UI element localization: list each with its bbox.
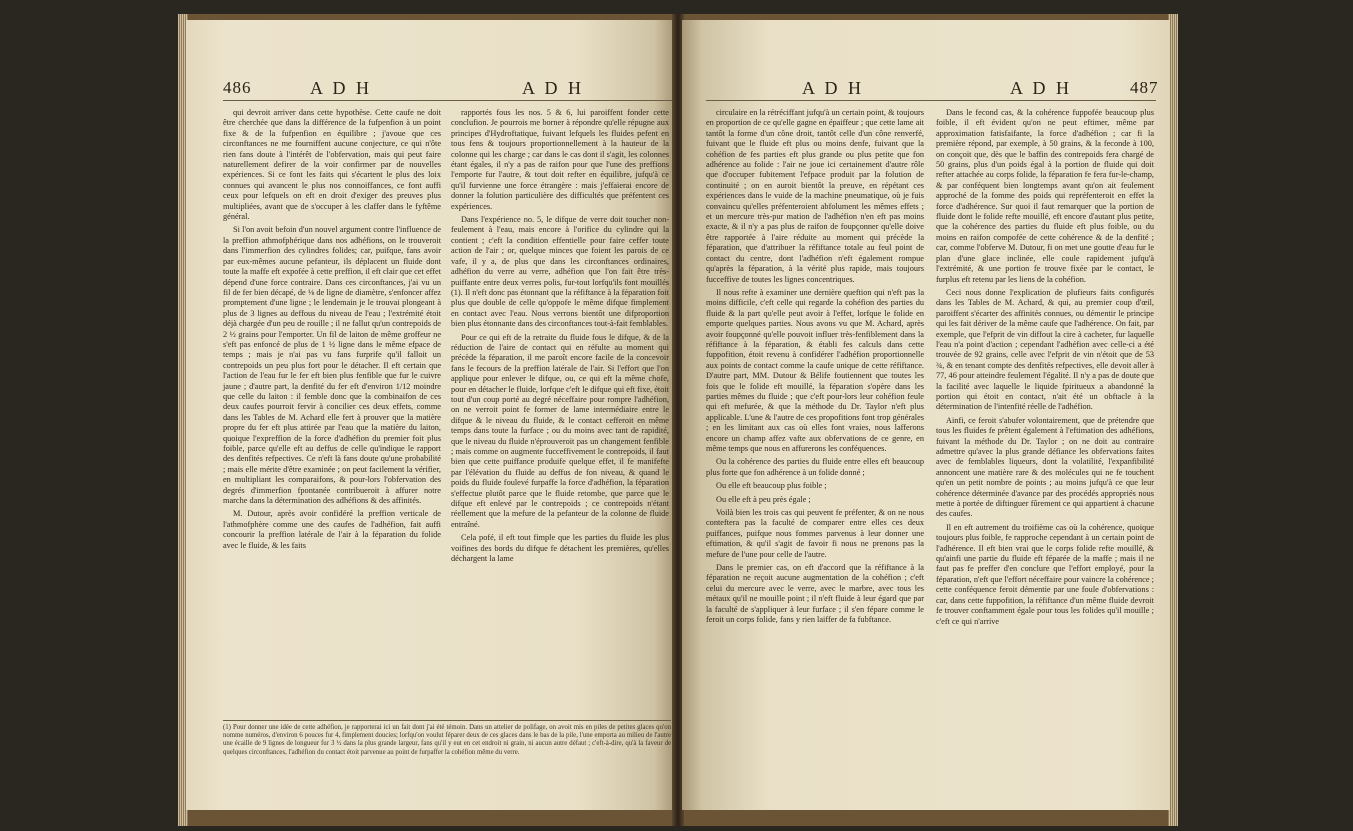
paragraph: Il en eft autrement du troifième cas où la cohérence, quoique toujours plus foible, fe rapproche cependant à un certain point de l'adhérence. Il eft bien vrai que le corps folide refte mouillé, & qu'ainfi une partie du fluide eft féparée de la maffe ; mais il ne faut pas fe preffer d'en conclure que l'effort employé, pour la féparation, n'eft que l'effort néceffaire pour vaincre la cohérence ; cette conféquence feroit démentie par une foule d'obfervations : car, dans cette fuppofition, la réfiftance d'un même fluide devroit fe trouver conftamment égale pour tous les folides qu'il mouille ; c'eft ce qui n'arrive xyxy=(936,522,1154,626)
paragraph: circulaire en la rétréciffant jufqu'à un certain point, & toujours en proportion de ce qu'elle gagne en épaiffeur ; que cette lame ait tantôt la forme d'un cône droit, tantôt celle d'un cône renverfé, fuivant que le fluide eft plus ou moins denfe, fuivant que la cohéfion de fes parties eft plus grande ou plus petite que fon adhérence au folide : l'air ne joue ici certainement d'autre rôle que d'occuper fubitement l'efpace produit par la folution de continuité ; on en auroit bientôt la preuve, en répétant ces expériences dans le vuide de la machine pneumatique, où je fuis convaincu qu'elles préfenteroient abfolument les mêmes effets ; et un mercure très-pur mation de l'adhéfion n'en eft pas moins exacte, & il n'y a pas plus de raifon de foupçonner qu'elle doive être rapportée à l'aire réduite au moment qui précède la féparation, que d'attribuer la réfiftance totale au feul point de contact du centre, dont l'adhéfion n'eft également rompue qu'après la féparation, à la vérité plus rapide, mais toujours fucceffive de toutes les lignes concentriques. xyxy=(706,108,924,284)
paragraph: Ou elle eft beaucoup plus foible ; xyxy=(716,481,827,491)
footnote: (1) Pour donner une idée de cette adhéfion, je rapporterai ici un fait dont j'ai été témoin. Dans un attelier de polifage, on avoit mis en piles de petites glaces qu'on nomme numéros, d'environ 6 pouces fur 4, fimplement doucies; lorfqu'on voulut féparer deux de ces glaces dans le bas de la pile, l'une emporta au milieu de l'autre une écaille de 9 lignes de longueur fur 3 ½ dans la plus grande largeur, fans qu'il y eut en cet endroit ni grain, ni aucun autre défaut ; c'eft-à-dire, qu'à la faveur de quelques circonftances, l'adhéfion du contact étoit parvenue au point de furpaffer la cohéfion même du verre. xyxy=(223,720,671,757)
page-number: 486 xyxy=(223,78,252,97)
running-head-left: A D H xyxy=(802,78,865,98)
paragraph: Dans le fecond cas, & la cohérence fuppofée beaucoup plus foible, il eft évident qu'on ne peut eftimer, même par approximation fatisfaifante, la force d'adhéfion ; car fi la première répond, par exemple, à 50 grains, & la feconde à 100, on conçoit que, dès que le baffin des contrepoids fera chargé de 50 grains, plus d'un poids égal à la portion de fluide qui doit refter attachée au corps folide, la féparation fe fera fur-le-champ, & par conféquent bien longtemps avant qu'on ait feulement approché de la fomme des poids qui repréfenteroit en effet la force d'adhérence. Sur quoi il faut remarquer que la portion de fluide dont le folide refte mouillé, eft encore d'autant plus petite, que la cohérence des parties du fluide eft plus foible, ou du moins en raifon compofée de cette cohérence & de la denfité ; car, comme l'obferve M. Dutour, fi on met une goutte d'eau fur le plan d'une glace inclinée, elle coule rapidement jufqu'à l'extrémité, & une portion fe trouve fixée par le contact, le furplus eft retenu par les liens de la cohéfion. xyxy=(936,108,1154,284)
left-page xyxy=(186,20,674,810)
running-head-right: A D H xyxy=(522,78,585,98)
right-page-column-1 xyxy=(706,108,924,626)
running-head-left: A D H xyxy=(310,78,373,98)
paragraph: Dans l'expérience no. 5, le difque de verre doit toucher non-feulement à l'eau, mais encore à l'orifice du cylindre qui la contient ; c'eft la condition effentielle pour faire ceffer toute action de l'air ; or, quelque minces que foient les parois de ce vafe, il y a, de plus que dans les circonftances ordinaires, adhéfion du verre au verre, adhéfion que l'on fait être très-puiffante entre deux verres polis, fur-tout lorfqu'ils font mouillés (1). Il n'eft donc pas étonnant que la réfiftance à la féparation foit plus que double de celle qu'oppofe le même difque fimplement en contact avec l'eau. Nous verrons bientôt une difproportion bien plus étonnante dans des circonftances tout-à-fait femblables. xyxy=(451,215,669,329)
header-rule xyxy=(223,100,673,101)
paragraph: M. Dutour, après avoir confidéré la preffion verticale de l'athmofphère comme une des caufes de l'adhéfion, fait auffi concourir la preffion latérale de l'air à la féparation du folide avec le fluide, & les faits xyxy=(223,509,441,550)
paragraph: Ceci nous donne l'explication de plufieurs faits configurés dans les Tables de M. Achard, & qui, au premier coup d'œil, paroiffent s'écarter des affinités connues, ou démentir le principe qui les fait dériver de la même caufe que l'adhérence. On fait, par exemple, que l'efprit de vin diffout la cire à cacheter, fur laquelle l'eau n'a point d'action ; cependant l'adhéfion avec celle-ci a été trouvée de 92 grains, celle avec l'efprit de vin n'étoit que de 53 ¾, & en tenant compte des denfités refpectives, elle devoit aller à 77, 46 pour atteindre feulement l'égalité. Il n'y a pas de doute que la facilité avec laquelle le liquide fpiritueux a abandonné la portion qui étoit en contact, n'ait été un obftacle à la détermination de l'intenfité réelle de l'adhéfion. xyxy=(936,287,1154,412)
open-book xyxy=(178,14,1178,826)
paragraph: Dans le premier cas, on eft d'accord que la réfiftance à la féparation ne reçoit aucune augmentation de la cohéfion ; c'eft celui du mercure avec le verre, avec le marbre, avec tous les métaux qu'il ne mouille point ; il n'eft fluide à leur égard que par la faculté de s'appliquer à leur furface ; il s'en fépare comme le feroit un corps folide, fans y rien laiffer de fa fubftance. xyxy=(706,563,924,625)
running-head-right: A D H xyxy=(1010,78,1073,98)
paragraph: Ou elle eft à peu près égale ; xyxy=(716,494,811,504)
paragraph: rapportés fous les nos. 5 & 6, lui paroiffent fonder cette conclufion. Je pourrois me borner à répondre qu'elle répugne aux principes d'Hydroftatique, fuivant lefquels les fluides pefent en tous fens & toujours proportionnellement à la hauteur de la colonne qui les charge ; car dans le cas dont il s'agit, les colonnes étant égales, il n'y a pas de raifon pour que l'une des preffions l'emporte fur l'autre, & tout doit refter en équilibre, jufqu'à ce qu'il furvienne une force étrangère : mais j'effaierai encore de donner la folution particulière des difficultés que préfentent ces expériences. xyxy=(451,108,669,211)
header-rule xyxy=(706,100,1156,101)
right-page xyxy=(682,20,1170,810)
left-page-column-2 xyxy=(451,108,669,564)
right-page-column-2 xyxy=(936,108,1154,627)
paragraph: Cela pofé, il eft tout fimple que les parties du fluide les plus voifines des bords du difque fe détachent les premières, qu'elles déchargent la lame xyxy=(451,533,669,564)
right-page-header xyxy=(682,78,1170,100)
paragraph: qui devroit arriver dans cette hypothèse. Cette caufe ne doit être cherchée que dans la différence de la fufpenfion à un point fixe & de la fufpenfion en équilibre ; j'avoue que ces circonftances ne me fourniffent aucune conjecture, ce qui n'ôte rien fans doute à l'intérêt de l'obfervation, mais qui peut faire naturellement defirer de la voir confirmer par de nouvelles expériences. Si ce font les faits qui s'écartent le plus des loix connues qui avancent le plus nos connoiffances, ce font auffi ceux pour lefquels on eft en droit d'exiger des preuves plus multipliées, avant que de s'occuper à les claffer dans le fyftême général. xyxy=(223,108,441,222)
paragraph: Si l'on avoit befoin d'un nouvel argument contre l'influence de la preffion athmofphérique dans nos adhéfions, on le trouveroit dans l'immerfion des cylindres folides; car, puifque, fans avoir par eux-mêmes aucune pefanteur, ils déplacent un fluide dont toute la maffe eft expofée à cette preffion, il eft clair que cet effet dépend d'une force contraire. Dans ces circonftances, j'ai vu un fil de fer bien décapé, de ⅛ de ligne de diamètre, s'enfoncer affez promptement d'une ligne ; le lendemain je le trouvai plongeant à plus de 3 lignes au deffous du niveau de l'eau ; l'extrémité étoit déjà chargée d'un peu de rouille ; il ne fallut qu'un contrepoids de 2 ½ grains pour l'emporter. Un fil de laiton de même groffeur ne s'eft pas enfoncé de plus de 1 ½ ligne dans le même efpace de temps ; mais je n'ai pas vu fans furprife qu'il falloit un contrepoids un peu plus fort pour le détacher. Il eft certain que l'action de l'eau fur le fer eft bien plus fenfible que fur le cuivre jaune ; d'autre part, la denfité du fer eft d'environ 1/12 moindre que celle du laiton : il femble donc que la combinaifon de ces deux caufes pourroit fervir à concilier ces deux effets, comme dans les Tables de M. Achard elle fert à prouver que la matière propre du fer eft plus attirée par l'eau que la matière du laiton, quoique l'expreffion de la force d'adhéfion du premier foit plus foible, parce qu'elle eft au deffus de celle qu'indique le rapport des denfités refpectives. Ce n'eft là fans doute qu'une probabilité ; mais elle mérite d'être examinée ; on peut facilement la vérifier, en multipliant les comparaifons, & pour-lors l'obfervation des degrés d'immerfion fpontanée contribueroit à affurer notre marche dans la détermination des adhéfions & des affinités. xyxy=(223,225,441,506)
page-number: 487 xyxy=(1130,78,1159,97)
paragraph: Pour ce qui eft de la retraite du fluide fous le difque, & de la réduction de l'aire de contact qui en réfulte au moment qui précède la féparation, il me paroît encore facile de la concevoir fans le fecours de la preffion latérale de l'air. Si l'effort que l'on applique pour enlever le difque, ou, ce qui eft la même chofe, pour en détacher le fluide, lorfque c'eft le difque qui eft fixe, étoit tout d'un coup porté au degré néceffaire pour rompre l'adhéfion, on ne verroit point fe former de lame intermédiaire entre le difque & le niveau du fluide, & le contact cefferoit en même temps dans toute la furface ; ou du moins avec tant de rapidité, que le niveau du fluide n'éprouveroit pas un changement fenfible ; mais comme on augmente fucceffivement le contrepoids, il faut bien que cette puiffance produife quelque effet, il fe manifefte par l'élévation du fluide au deffus de fon niveau, & quand le poids du fluide foulevé furpaffe la force d'adhéfion, la féparation s'effectue plutôt parce que le fluide retombe, que parce que le difque eft enlevé par le contrepoids ; ce contrepoids n'étant réellement que la mefure de la pefanteur de la colonne de fluide entraîné. xyxy=(451,332,669,529)
paragraph: Ainfi, ce feroit s'abufer volontairement, que de prétendre que tous les fluides fe prêtent également à l'eftimation des adhéfions, fuivant la méthode du Dr. Taylor ; on ne doit au contraire admettre qu'avec la plus grande défiance les obfervations faites avec de femblables liqueurs, dont la volatilité, l'expanfibilité annoncent une matière rare & des molécules qui ne fe touchent qu'en un petit nombre de points ; au moins jufqu'à ce que leur cohérence déterminée d'avance par des procédés appropriés nous mette à portée de diftinguer fûrement ce qui appartient à chacune des caufes. xyxy=(936,415,1154,519)
paragraph: Voilà bien les trois cas qui peuvent fe préfenter, & on ne nous conteftera pas la faculté de comparer entre elles ces deux puiffances, puifque nous fommes parvenus à leur donner une eftimation, & qu'il s'agit de favoir fi nous ne prenons pas la mefure de l'une pour celle de l'autre. xyxy=(706,508,924,559)
paragraph: Il nous refte à examiner une dernière queftion qui n'eft pas la moins difficile, c'eft celle qui regarde la cohéfion des parties du fluide & la part qu'elle peut avoir à l'effet, lorfque le folide en emporte quelques parties. Nous avons vu que M. Achard, après avoir foupçonné qu'elle pouvoit influer très-fenfiblement dans la réfiftance à la féparation, & établi fes calculs dans cette fuppofition, étoit revenu à confidérer l'adhéfion proportionnelle aux points de contact comme la caufe unique de cette réfiftance. D'autre part, MM. Dutour & Bélife foutiennent que toutes les fois que le folide eft mouillé, la féparation s'opère dans les parties mêmes du fluide ; que c'eft pour-lors leur cohéfion feule qui eft mefurée, & que la méthode du Dr. Taylor n'eft plus applicable. L'une & l'autre de ces propofitions font trop générales ; en les limitant aux cas où elles font vraies, nous lafferons encore un champ affez vafte aux obfervations de ce genre, en même temps que nous en affurerons les conféquences. xyxy=(706,287,924,453)
paragraph: Ou la cohérence des parties du fluide entre elles eft beaucoup plus forte que fon adhérence à un folide donné ; xyxy=(706,457,924,477)
left-page-column-1 xyxy=(223,108,441,551)
left-page-header xyxy=(186,78,674,100)
